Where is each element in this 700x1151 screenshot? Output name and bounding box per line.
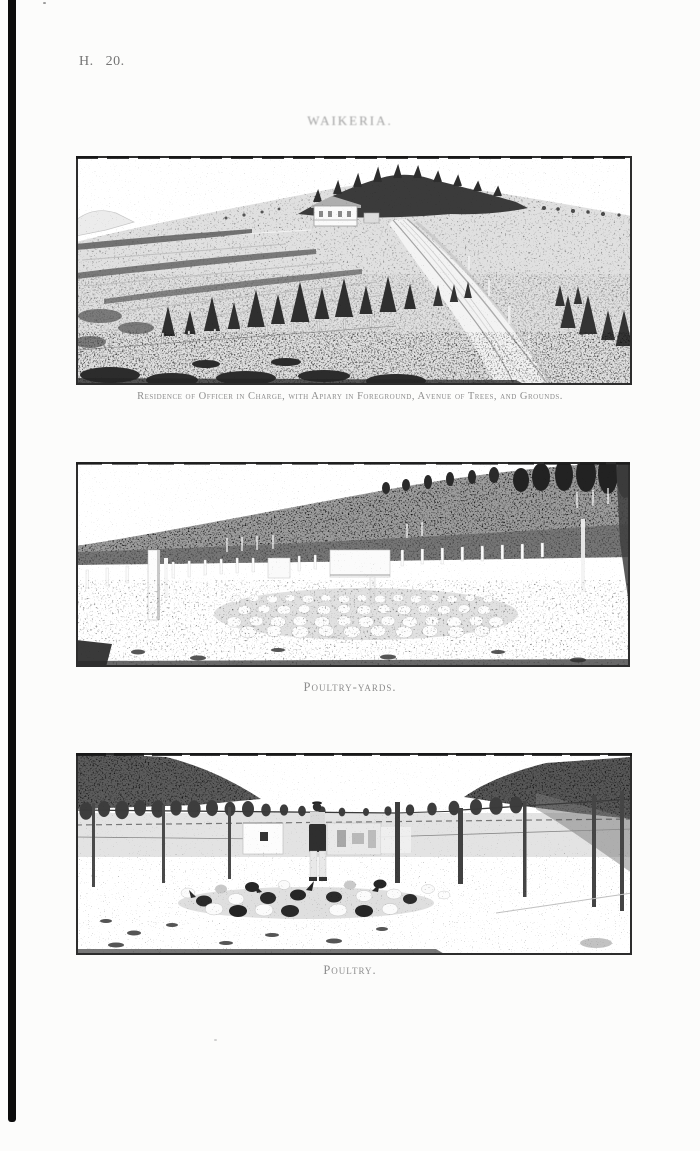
page-reference (79, 54, 125, 70)
scan-speck (214, 1039, 217, 1041)
caption-poultry: Poultry. (323, 963, 377, 977)
page-title: WAIKERIA. (307, 113, 393, 128)
photo-poultry-image (76, 753, 632, 955)
photo-poultry-yards-art (76, 462, 630, 667)
photo-poultry-art (76, 753, 632, 955)
caption-poultry-yards: Poultry-yards. (303, 680, 397, 694)
caption-residence: Residence of Officer in Charge, with Apiary in Foreground, Avenue of Trees, and Grounds. (137, 391, 563, 402)
scan-edge-artifact (8, 0, 16, 1122)
page-reference-number: 20. (105, 54, 125, 69)
photo-residence-image (76, 156, 632, 385)
page-reference-letter: H. (79, 54, 94, 69)
scan-speck (43, 2, 46, 4)
photo-residence-art (76, 156, 632, 385)
photo-poultry-yards-image (76, 462, 630, 667)
